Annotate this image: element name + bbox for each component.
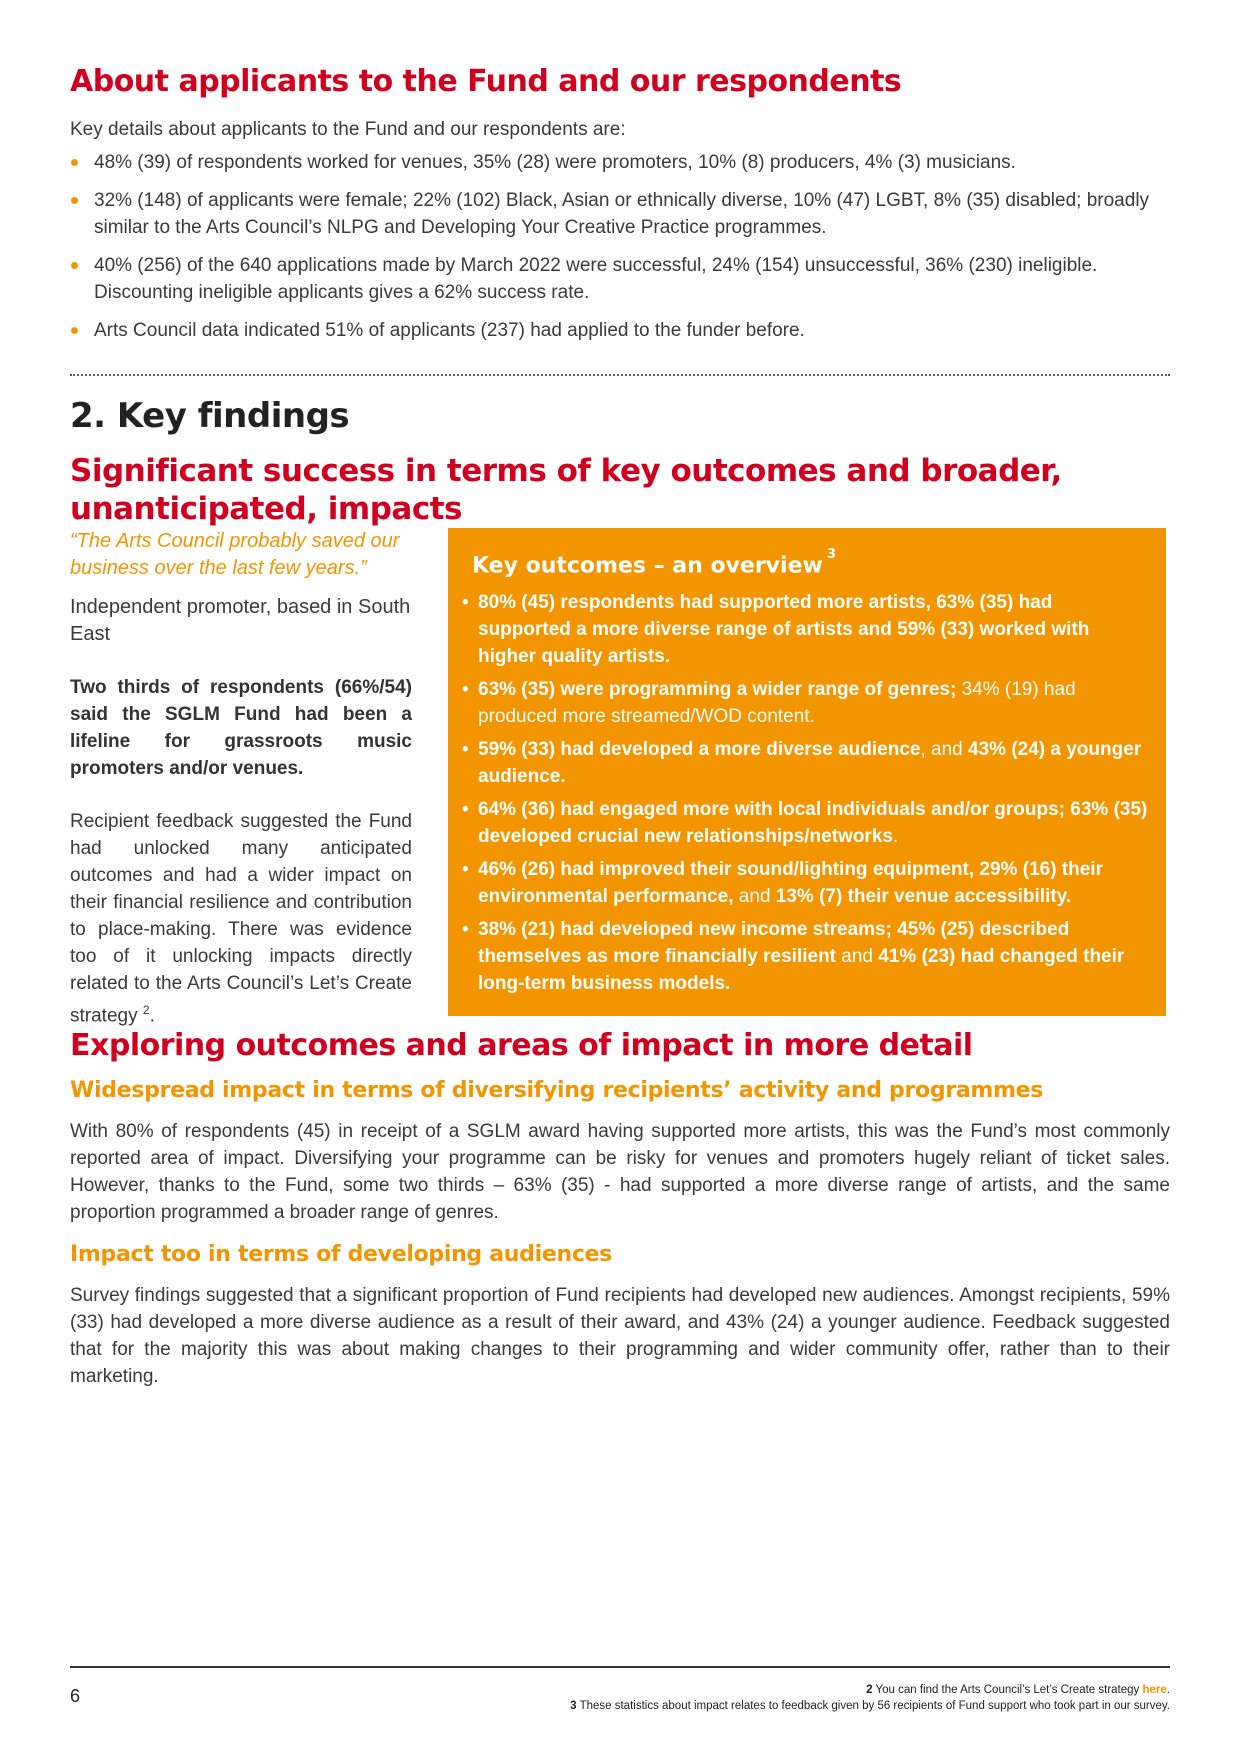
page-footer (70, 1666, 1170, 1712)
outcome-text: 41% (23) had changed their long-term business models. (478, 946, 1125, 995)
box-title-text: Key outcomes – an overview (472, 553, 823, 579)
page-number: 6 (70, 1686, 81, 1706)
outcome-text: and (733, 886, 776, 908)
footnotes (570, 1682, 1170, 1714)
quote-attribution: Independent promoter, based in South East (70, 596, 411, 645)
success-subheading: Significant success in terms of key outcomes and broader, unanticipated, impacts (70, 453, 1062, 527)
explore-heading: Exploring outcomes and areas of impact in more detail (70, 1028, 973, 1063)
footnote-2 (570, 1682, 1170, 1698)
paragraph-end: . (149, 1005, 155, 1027)
bullet-dot-icon (71, 159, 78, 166)
list-item-text: 40% (256) of the 640 applications made by March 2022 were successful, 24% (154) unsuccessful, 36% (230) ineligible. Discounting ineligible applicants gives a 62% success rate. (94, 255, 1098, 303)
diversifying-subheading: Widespread impact in terms of diversifying recipients’ activity and programmes (70, 1078, 1044, 1103)
bullet-dot-icon (71, 262, 78, 269)
about-intro: Key details about applicants to the Fund and our respondents are: (70, 119, 626, 140)
outcome-text: 64% (36) had engaged more with local individuals and/or groups; 63% (35) developed crucial new relationships/networks (478, 799, 1148, 848)
outcome-text: , and (920, 739, 969, 761)
list-item-text: 32% (148) of applicants were female; 22% (102) Black, Asian or ethnically diverse, 10% (47) LGBT, 8% (35) disabled; broadly similar to the Arts Council’s NLPG and Developing Your Creative Practice programmes. (94, 190, 1150, 238)
footnote-ref: 2 (142, 1003, 150, 1017)
findings-columns (70, 528, 1170, 1026)
list-item (70, 149, 1170, 176)
footnote-end: . (1166, 1684, 1170, 1696)
outcome-text: 34% (19) had produced more streamed/WOD content. (478, 679, 1076, 728)
outcome-item (460, 796, 1148, 850)
about-bullet-list (70, 149, 1170, 344)
pull-quote: “The Arts Council probably saved our business over the last few years.” (70, 530, 400, 579)
list-item-text: 48% (39) of respondents worked for venues, 35% (28) were promoters, 10% (8) producers, 4% (3) musicians. (94, 152, 1016, 173)
diversifying-paragraph: With 80% of respondents (45) in receipt of a SGLM award having supported more artists, this was the Fund’s most commonly reported area of impact. Diversifying your programme can be risky for venues and promoters hugely reliant of ticket sales. However, thanks to the Fund, some two thirds – 63% (35) - had supported a more diverse range of artists, and the same proportion programmed a broader range of genres. (70, 1121, 1170, 1223)
key-outcomes-box (448, 528, 1166, 1016)
dotted-divider (70, 374, 1170, 376)
bullet-dot-icon (71, 327, 78, 334)
outcome-text: 63% (35) were programming a wider range of genres; (478, 679, 957, 701)
key-outcomes-list (460, 589, 1148, 997)
footnote-text: These statistics about impact relates to feedback given by 56 recipients of Fund support who took part in our survey. (576, 1700, 1170, 1712)
outcome-item (460, 856, 1148, 910)
recipient-feedback-paragraph (70, 808, 412, 1029)
list-item-text: Arts Council data indicated 51% of applicants (237) had applied to the funder before. (94, 320, 805, 341)
outcome-text: 46% (26) had improved their sound/lighting equipment, 29% (16) their environmental performance, (478, 859, 1103, 908)
lifeline-statement: Two thirds of respondents (66%/54) said the SGLM Fund had been a lifeline for grassroots music promoters and/or venues. (70, 677, 412, 779)
about-heading: About applicants to the Fund and our respondents (70, 64, 902, 99)
footnote-text: You can find the Arts Council’s Let’s Create strategy (872, 1684, 1143, 1696)
outcome-text: 59% (33) had developed a more diverse audience (478, 739, 921, 761)
audiences-paragraph: Survey findings suggested that a significant proportion of Fund recipients had developed new audiences. Amongst recipients, 59% (33) had developed a more diverse audience as a result of their award, and 43% (24) a younger audience. Feedback suggested that for the majority this was about making changes to their programming and wider community offer, rather than to their marketing. (70, 1285, 1170, 1387)
bullet-dot-icon (71, 197, 78, 204)
outcome-text: and (836, 946, 879, 968)
findings-left-column (70, 528, 412, 1029)
footnote-number: 2 (866, 1684, 873, 1696)
key-outcomes-title (472, 546, 1148, 581)
list-item (70, 317, 1170, 344)
footnote-3 (570, 1698, 1170, 1714)
outcome-item (460, 589, 1148, 670)
list-item (70, 252, 1170, 306)
key-findings-heading: 2. Key findings (70, 396, 350, 436)
outcome-item (460, 736, 1148, 790)
strategy-link[interactable]: here (1142, 1684, 1167, 1696)
outcome-text: 13% (7) their venue accessibility. (775, 886, 1072, 908)
outcome-text: . (892, 826, 899, 848)
footnote-ref: 3 (826, 547, 836, 562)
outcome-item (460, 676, 1148, 730)
outcome-text: 38% (21) had developed new income streams; 45% (25) described themselves as more financially resilient (478, 919, 1070, 968)
outcome-text: 43% (24) a younger audience. (478, 739, 1142, 788)
list-item (70, 187, 1170, 241)
footnote-number: 3 (570, 1700, 577, 1712)
paragraph-text: Recipient feedback suggested the Fund had unlocked many anticipated outcomes and had a wider impact on their financial resilience and contribution to place-making. There was evidence too of it unlocking impacts directly related to the Arts Council’s Let’s Create strategy (70, 811, 412, 1027)
outcome-item (460, 916, 1148, 997)
page-content (70, 62, 1170, 1404)
audiences-subheading: Impact too in terms of developing audiences (70, 1242, 612, 1267)
outcome-text: 80% (45) respondents had supported more artists, 63% (35) had supported a more diverse range of artists and 59% (33) worked with higher quality artists. (478, 592, 1090, 668)
